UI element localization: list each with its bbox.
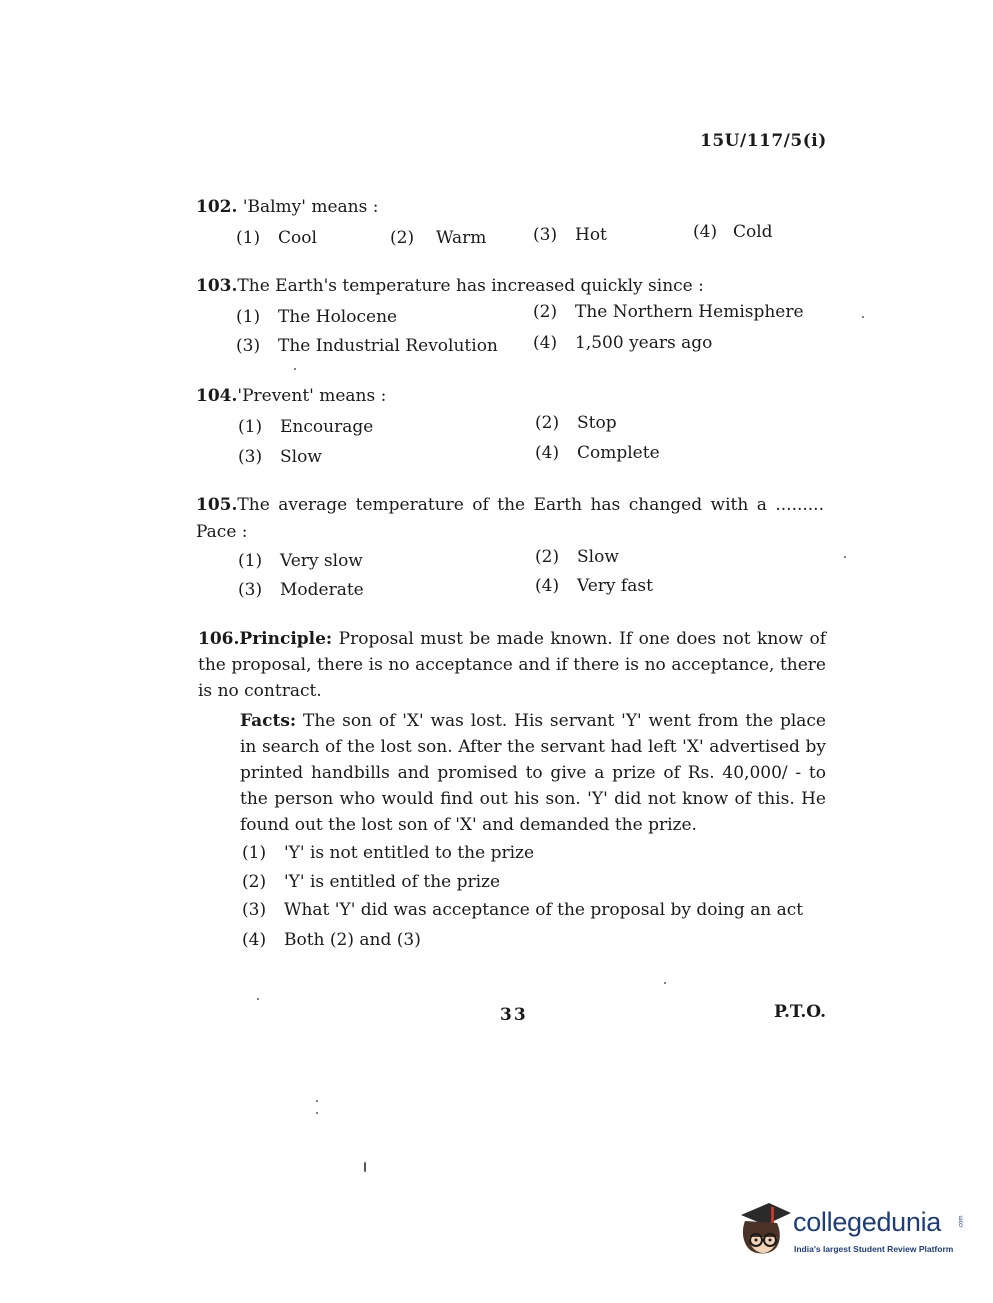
option-104-4 (535, 443, 660, 463)
option-104-2 (535, 413, 617, 433)
question-104 (196, 383, 386, 410)
mascot-logo-icon (735, 1197, 793, 1259)
option-number: (1) (238, 551, 263, 571)
question-number: 102. (196, 197, 238, 217)
scan-speck (294, 368, 296, 370)
principle-label: Principle: (239, 629, 333, 649)
option-104-1 (238, 417, 373, 437)
option-106-4 (242, 930, 421, 950)
option-106-2 (242, 872, 500, 892)
option-text: Very slow (280, 551, 363, 571)
question-number: 104. (196, 386, 238, 406)
scan-speck (316, 1100, 318, 1102)
option-number: (1) (238, 417, 263, 437)
option-text: 'Y' is not entitled to the prize (284, 843, 535, 863)
option-106-3 (242, 900, 803, 920)
scan-speck (844, 556, 846, 558)
brand-name: collegedunia (793, 1207, 942, 1237)
option-105-1 (238, 551, 363, 571)
option-102-4 (693, 222, 773, 242)
option-number: (4) (533, 333, 558, 353)
option-number: (4) (693, 222, 718, 242)
question-106-principle (198, 626, 826, 704)
option-text: Hot (575, 225, 607, 245)
option-number: (1) (236, 307, 261, 327)
option-text: Both (2) and (3) (284, 930, 421, 950)
scan-speck (664, 982, 666, 984)
question-number: 105. (196, 495, 238, 515)
option-text: 1,500 years ago (575, 333, 713, 353)
option-number: (2) (535, 413, 560, 433)
scan-speck (257, 998, 259, 1000)
facts-label: Facts: (240, 711, 297, 731)
option-text: What 'Y' did was acceptance of the proposal by doing an act (284, 900, 804, 920)
scan-speck (364, 1162, 366, 1172)
option-number: (2) (242, 872, 267, 892)
question-stem: 'Prevent' means : (237, 386, 387, 406)
question-102 (196, 194, 378, 221)
question-106-facts (240, 708, 826, 838)
option-number: (4) (535, 443, 560, 463)
scan-speck (862, 316, 864, 318)
option-number: (3) (238, 580, 263, 600)
option-text: 'Y' is entitled of the prize (284, 872, 501, 892)
option-number: (2) (390, 228, 415, 248)
option-text: Complete (577, 443, 660, 463)
page-number: 33 (500, 1005, 528, 1025)
option-number: (3) (242, 900, 267, 920)
option-text: The Industrial Revolution (278, 336, 498, 356)
option-number: (2) (535, 547, 560, 567)
question-105 (196, 492, 824, 546)
option-102-3 (533, 225, 607, 245)
option-102-2 (390, 228, 486, 248)
option-text: Very fast (577, 576, 653, 596)
option-text: Warm (436, 228, 487, 248)
option-number: (2) (533, 302, 558, 322)
option-105-3 (238, 580, 364, 600)
question-number: 106. (198, 629, 240, 649)
option-105-2 (535, 547, 619, 567)
option-102-1 (236, 228, 317, 248)
option-number: (3) (236, 336, 261, 356)
option-text: The Holocene (278, 307, 398, 327)
option-103-3 (236, 336, 498, 356)
option-106-1 (242, 843, 534, 863)
option-number: (1) (242, 843, 267, 863)
question-number: 103. (196, 276, 238, 296)
brand-tagline: India's largest Student Review Platform (794, 1244, 954, 1254)
option-number: (4) (242, 930, 267, 950)
principle-text: Proposal must be made known. If one does not know of the proposal, there is no acceptance and if there is no acceptance, there is no contract. (198, 629, 827, 701)
option-105-4 (535, 576, 653, 596)
option-number: (3) (238, 447, 263, 467)
facts-text: The son of 'X' was lost. His servant 'Y' went from the place in search of the lost son. After the servant had left 'X' advertised by printed handbills and promised to give a prize of Rs. 40,000/ - to the person who would find out his son. 'Y' did not know of this. He found out the lost son of 'X' and demanded the prize. (240, 711, 826, 835)
option-number: (3) (533, 225, 558, 245)
collegedunia-watermark (735, 1195, 965, 1265)
option-text: Slow (577, 547, 619, 567)
option-text: The Northern Hemisphere (575, 302, 804, 322)
question-103 (196, 273, 704, 300)
option-text: Moderate (280, 580, 364, 600)
option-text: Encourage (280, 417, 374, 437)
paper-code: 15U/117/5(i) (700, 131, 827, 151)
option-text: Slow (280, 447, 322, 467)
option-number: (1) (236, 228, 261, 248)
option-103-4 (533, 333, 712, 353)
pto-label: P.T.O. (774, 1002, 826, 1022)
option-103-1 (236, 307, 397, 327)
option-text: Stop (577, 413, 617, 433)
brand-domain: .com (958, 1215, 965, 1229)
option-103-2 (533, 302, 804, 322)
option-104-3 (238, 447, 322, 467)
option-text: Cool (278, 228, 317, 248)
question-stem: The Earth's temperature has increased quickly since : (237, 276, 704, 296)
question-stem: 'Balmy' means : (242, 197, 379, 217)
question-stem: The average temperature of the Earth has changed with a ......... Pace : (196, 495, 824, 542)
scan-speck (316, 1112, 318, 1114)
option-number: (4) (535, 576, 560, 596)
option-text: Cold (733, 222, 773, 242)
